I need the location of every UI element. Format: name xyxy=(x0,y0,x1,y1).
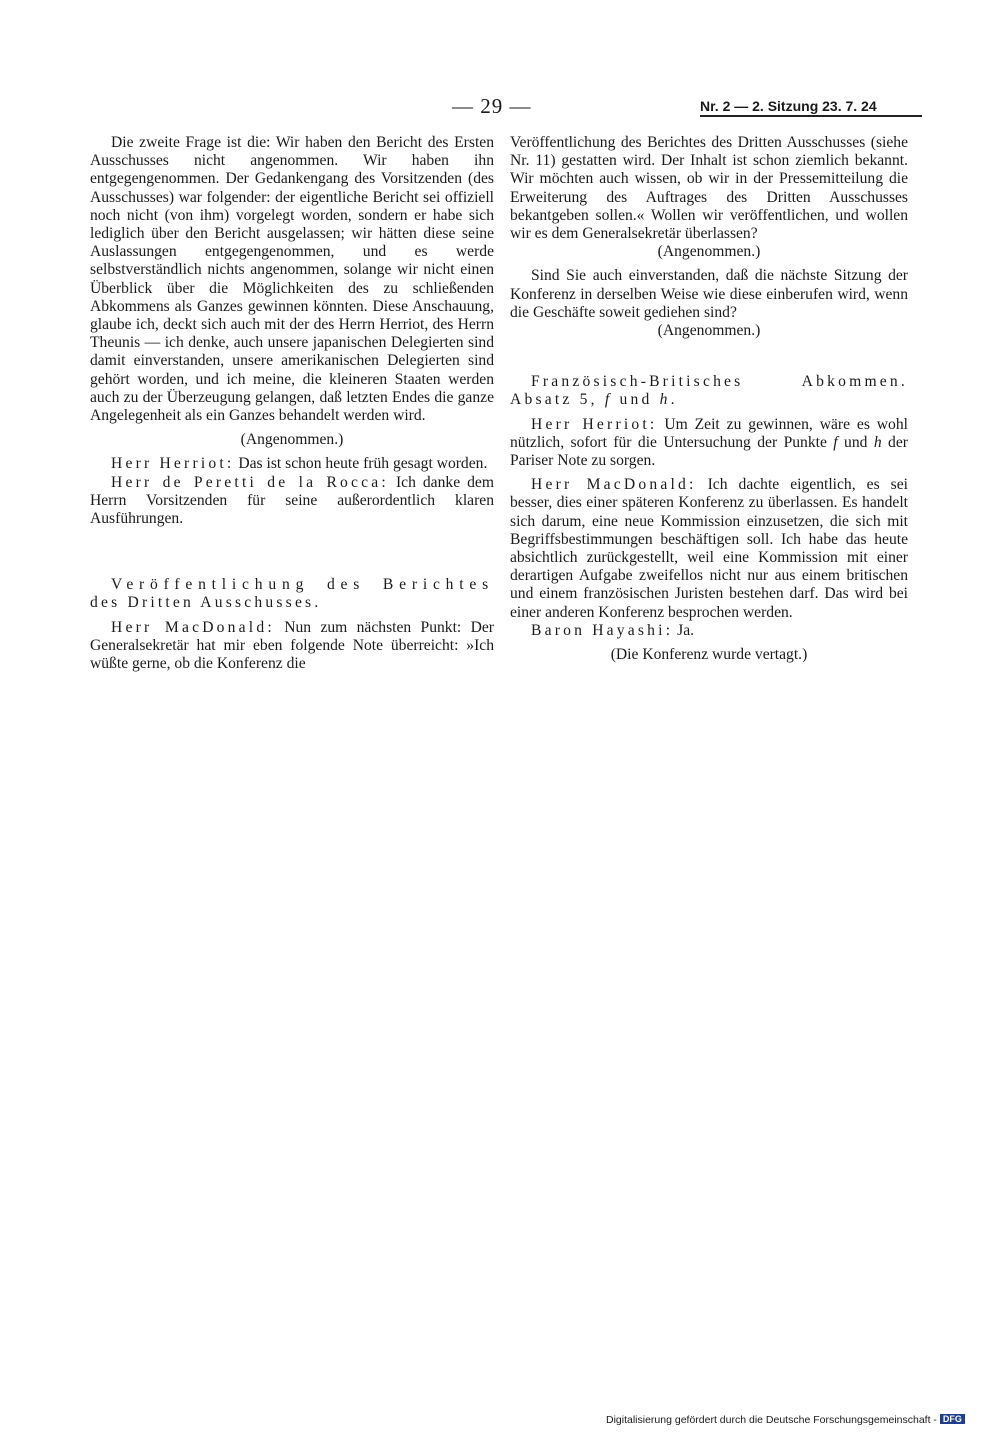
speech-text: Um Zeit zu gewinnen, wäre es wohl nützlich, sofort für die Untersuchung der Punkte xyxy=(510,415,908,451)
paragraph: Veröffentlichung des Berichtes des Dritten Ausschusses (siehe Nr. 11) gestatten wird. Der Inhalt ist schon ziemlich bekannt. Wir möchten auch wissen, ob wir in der Pressemitteilung die Erweiterung des Auftrages des Dritten Ausschusses bekantgeben sollen.« Wollen wir veröffentlichen, und wollen wir es dem Generalsekretär überlassen? xyxy=(510,134,908,243)
speech-text: Das ist schon heute früh gesagt worden. xyxy=(238,455,488,473)
speech-macdonald xyxy=(510,476,908,622)
section-heading-line: des Dritten Ausschusses. xyxy=(90,594,322,612)
speech-text: Ich dachte eigentlich, es sei besser, dies einer späteren Konferenz zu überlassen. Es handelt sich darum, eine neue Kommission einzusetzen, die sich mit Begriffsbestimmungen beschäftigen soll. Ich habe das heute absichtlich zurückgestellt, weil eine Kommission mit einer derartigen Aufgabe zweifellos nicht nur aus einem britischen und einem französischen Juristen bestehen darf. Das wird bei einer anderen Konferenz besprochen werden. xyxy=(510,476,908,621)
section-heading-dot: . xyxy=(670,391,678,409)
issue-reference: Nr. 2 — 2. Sitzung 23. 7. 24 xyxy=(700,98,922,117)
speech-text: Ich danke dem Herrn Vorsitzenden für seine außerordentlich klaren Ausführungen. xyxy=(90,473,494,528)
section-heading xyxy=(510,373,908,409)
paragraph: Die zweite Frage ist die: Wir haben den Bericht des Ersten Ausschusses nicht angenommen. Wir haben ihn entgegengenommen. Der Gedankengang des Vorsitzenden (des Ausschusses) war folgender: der eigentliche Bericht sei offiziell noch nicht (von ihm) vorgelegt worden, sondern er habe sich lediglich über den Bericht ausgelassen; wir hätten diese seine Auslassungen entgegengenommen, und es werde selbstverständlich nichts angenommen, solange wir nicht einen Überblick über die Möglichkeiten des zu schließenden Abkommens als Ganzes gewinnen könnten. Diese Anschauung, glaube ich, deckt sich auch mit der des Herrn Herriot, des Herrn Theunis — ich denke, auch unsere japanischen Delegierten sind damit einverstanden, unsere amerikanischen Delegierten sind gehört worden, und ich meine, die kleineren Staaten werden auch zu der Überzeugung gelangen, daß letzten Endes die ganze Angelegenheit als ein Ganzes behandelt werden wird. xyxy=(90,134,494,425)
paragraph: Sind Sie auch einverstanden, daß die nächste Sitzung der Konferenz in derselben Weise wie diese einberufen wird, wenn die Geschäfte soweit gediehen sind? xyxy=(510,267,908,321)
speech-text: Nun zum nächsten Punkt: Der Generalsekretär hat mir eben folgende Note überreicht: »Ich wüßte gerne, ob die Konferenz die xyxy=(90,618,494,673)
section-heading xyxy=(90,576,494,612)
speech-text: Ja. xyxy=(677,621,695,639)
speaker-name: Herr MacDonald: xyxy=(111,618,275,636)
dfg-logo: DFG xyxy=(940,1414,965,1424)
credit-text: Digitalisierung gefördert durch die Deutsche Forschungsgemeinschaft - xyxy=(606,1414,937,1426)
section-heading-line: Veröffentlichung des Berichtes xyxy=(111,576,494,594)
accepted-note: (Angenommen.) xyxy=(240,431,344,449)
speech-hayashi xyxy=(510,622,908,640)
speaker-name: Herr de Peretti de la Rocca: xyxy=(111,473,389,491)
page-number: — 29 — xyxy=(452,94,532,118)
speaker-name: Herr Herriot: xyxy=(111,455,235,473)
speaker-name: Herr MacDonald: xyxy=(531,476,697,494)
speech-letter: h xyxy=(873,433,882,451)
accepted-note: (Angenommen.) xyxy=(657,322,761,340)
section-heading-letter: h xyxy=(659,391,671,409)
speech-herriot xyxy=(510,416,908,471)
speech-word: und xyxy=(844,433,868,451)
speech-herriot xyxy=(90,455,494,473)
accepted-note: (Angenommen.) xyxy=(657,243,761,261)
speech-letter: f xyxy=(833,433,838,451)
section-heading-word: und xyxy=(619,391,653,409)
speech-macdonald xyxy=(90,619,494,674)
speech-text: der Pariser Note zu sorgen. xyxy=(510,433,908,470)
right-column xyxy=(510,134,908,664)
section-heading-line: Französisch-Britisches Abkommen. Absatz 5, xyxy=(510,373,908,409)
digitization-credit xyxy=(606,1414,965,1426)
speech-peretti xyxy=(90,474,494,529)
page-header xyxy=(0,94,1000,118)
section-heading-letter: f xyxy=(604,391,613,409)
speaker-name: Baron Hayashi: xyxy=(531,621,674,639)
adjourned-note: (Die Konferenz wurde vertagt.) xyxy=(610,646,808,664)
speaker-name: Herr Herriot: xyxy=(531,415,658,433)
left-column xyxy=(90,134,494,673)
